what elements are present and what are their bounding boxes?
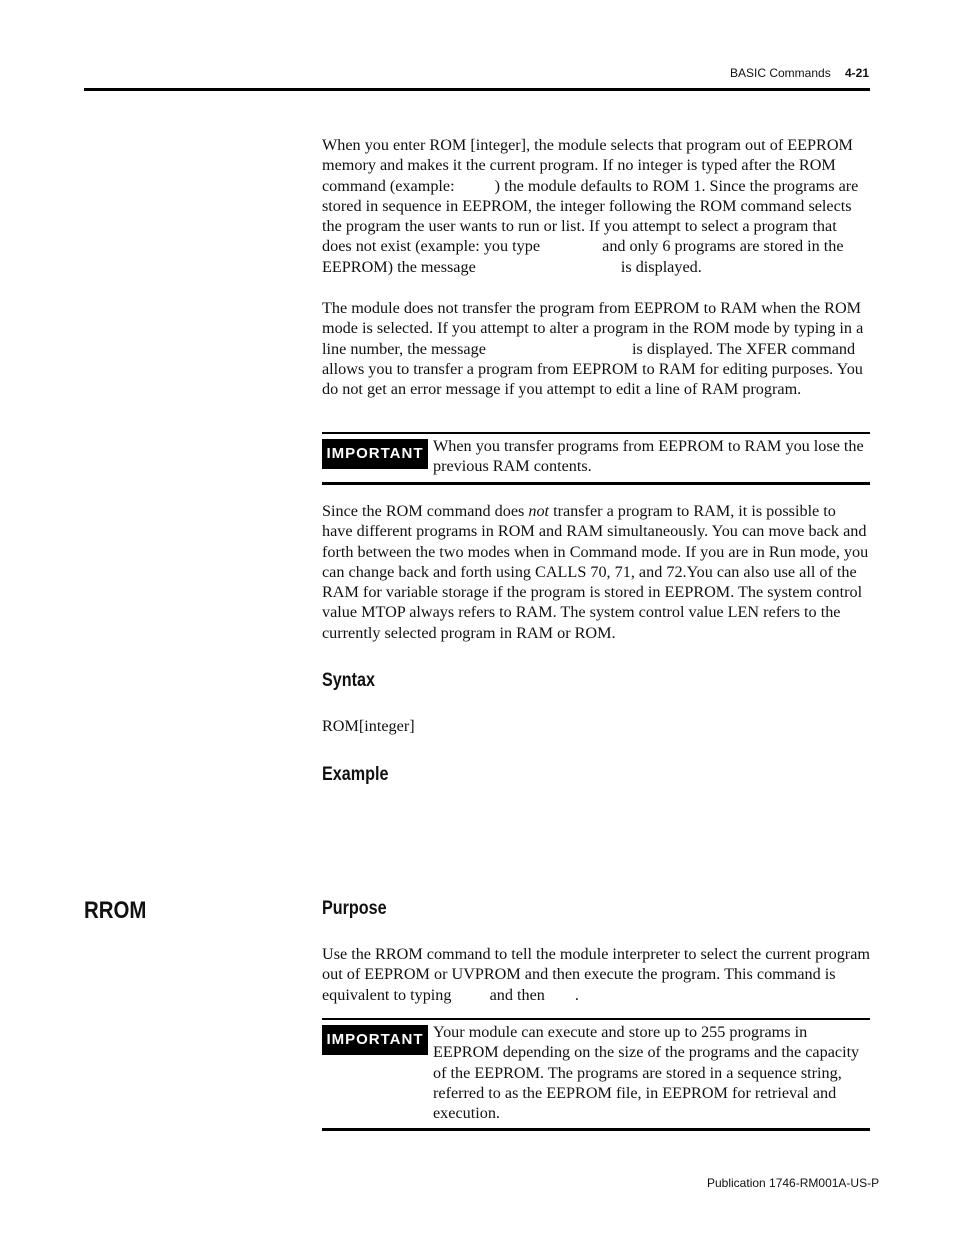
- important-top-rule: [322, 432, 870, 434]
- running-header-section: BASIC Commands: [730, 66, 831, 80]
- paragraph-rrom-purpose: [322, 944, 870, 1005]
- paragraph-rom-ram-modes: [322, 501, 870, 643]
- text-run: When you enter ROM [integer], the module selects that program out of EEPROM memory and makes it the current program. If no integer is typed after the ROM command (example:: [322, 136, 853, 195]
- important-badge: IMPORTANT: [322, 439, 428, 469]
- emphasis-text: not: [528, 502, 550, 520]
- heading-purpose: Purpose: [322, 898, 387, 919]
- important-bottom-rule: [322, 1128, 870, 1131]
- important-bottom-rule: [322, 482, 870, 485]
- important-note-text: When you transfer programs from EEPROM to RAM you lose the previous RAM contents.: [433, 437, 864, 476]
- text-run: The module does not transfer the program from EEPROM to RAM when the ROM mode is selected. If you attempt to alter a program in the ROM mode by typing in a line number, the message: [322, 299, 864, 358]
- text-run: transfer a program to RAM, it is possible to have different programs in ROM and RAM simultaneously. You can move back and forth between the two modes when in Command mode. If you are in Run mode, you can change back and forth using CALLS 70, 71, and 72.You can also use all of the RAM for variable storage if the program is stored in EEPROM. The system control value MTOP always refers to RAM. The system control value LEN refers to the currently selected program in RAM or ROM.: [322, 502, 869, 642]
- paragraph-rom-transfer: [322, 298, 870, 399]
- heading-syntax: Syntax: [322, 670, 375, 691]
- syntax-line: ROM[integer]: [322, 717, 415, 735]
- important-badge: IMPORTANT: [322, 1025, 428, 1055]
- important-note-text: Your module can execute and store up to 255 programs in EEPROM depending on the size of the programs and the capacity of the EEPROM. The programs are stored in a sequence string, referred to as the EEPROM file, in EEPROM for retrieval and execution.: [433, 1023, 860, 1123]
- command-title-rrom: RROM: [84, 897, 147, 924]
- text-run: and then: [485, 985, 549, 1004]
- text-run: ) the module defaults to ROM 1. Since the programs are stored in sequence in EEPROM, the integer following the ROM command selects the program the user wants to run or list. If you attempt to select a program that does not exist (example: you type: [322, 176, 859, 256]
- text-run: and only 6 programs are stored in the EEPROM) the message: [322, 237, 844, 276]
- heading-example: Example: [322, 764, 389, 785]
- text-run: is displayed. The XFER command allows you to transfer a program from EEPROM to RAM for editing purposes. You do not get an error message if you attempt to edit a line of RAM program.: [322, 339, 863, 399]
- paragraph-rom-description: [322, 135, 870, 277]
- text-run: is displayed.: [616, 257, 702, 276]
- header-rule: [84, 88, 870, 91]
- text-run: Since the ROM command does: [322, 502, 529, 520]
- text-run: Use the RROM command to tell the module interpreter to select the current program out of EEPROM or UVPROM and then execute the program. This command is equivalent to typing: [322, 945, 870, 1004]
- text-run: .: [574, 985, 579, 1004]
- publication-footer: Publication 1746-RM001A-US-P: [707, 1176, 880, 1190]
- page-number: 4-21: [845, 66, 870, 80]
- important-top-rule: [322, 1018, 870, 1020]
